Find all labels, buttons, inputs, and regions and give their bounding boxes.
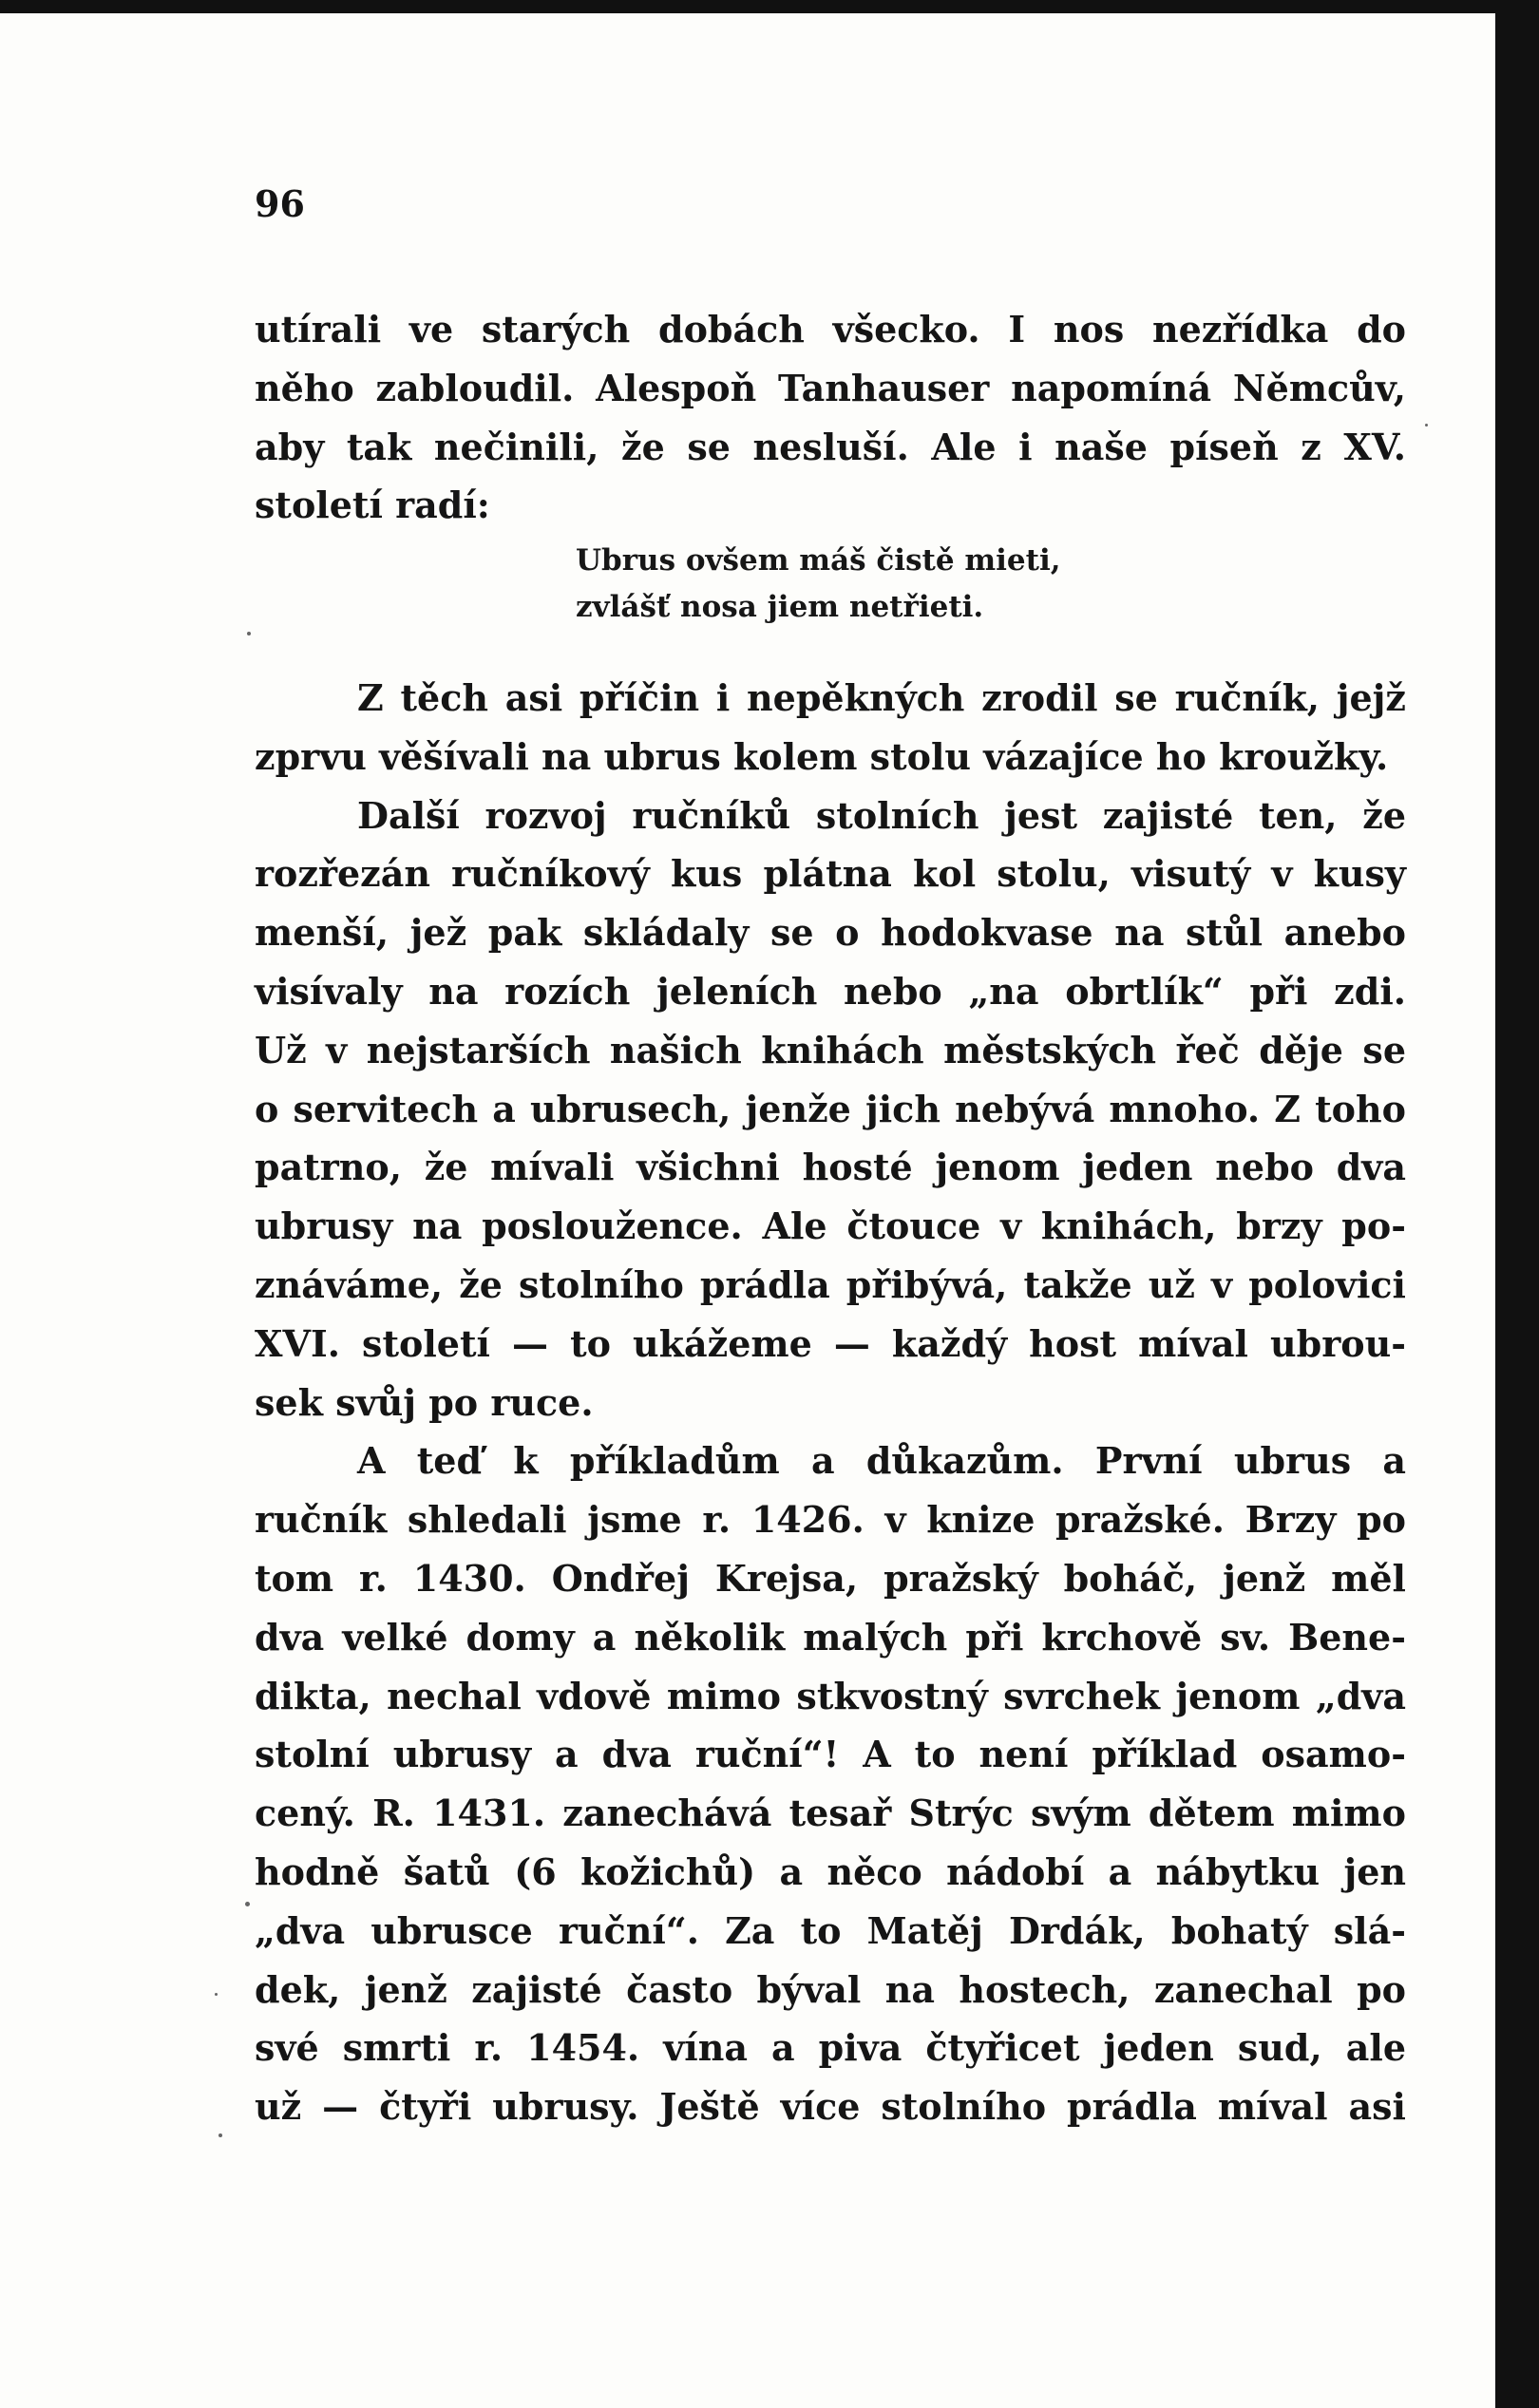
text-line: rozřezán ručníkový kus plátna kol stolu, visutý v kusy: [255, 852, 1406, 896]
text-line: už — čtyři ubrusy. Ještě více stolního prádla míval asi: [255, 2085, 1406, 2129]
scan-speck: [218, 2133, 222, 2137]
body-text: [255, 669, 1406, 2136]
text-line: cený. R. 1431. zanechává tesař Strýc svým dětem mimo: [255, 1792, 1406, 1835]
text-line: století radí:: [255, 483, 490, 527]
text-line: sek svůj po ruce.: [255, 1380, 594, 1424]
text-line: zprvu věšívali na ubrus kolem stolu vázajíce ho kroužky.: [255, 734, 1389, 778]
text-line: hodně šatů (6 kožichů) a něco nádobí a nábytku jen: [255, 1849, 1406, 1893]
text-line: znáváme, že stolního prádla přibývá, takže už v polovici: [255, 1262, 1406, 1306]
scan-speck: [1425, 424, 1428, 427]
text-line: Už v nejstarších našich knihách městských řeč děje se: [255, 1028, 1406, 1071]
text-line: aby tak nečinili, že se nesluší. Ale i naše píseň z XV.: [255, 425, 1406, 468]
text-line: visívaly na rozích jeleních nebo „na obrtlík“ při zdi.: [255, 969, 1406, 1013]
page-number: 96: [255, 182, 305, 225]
verse-line: Ubrus ovšem máš čistě mieti,: [576, 543, 1061, 578]
text-line: „dva ubrusce ruční“. Za to Matěj Drdák, bohatý slá-: [255, 1908, 1406, 1952]
text-line: A teď k příkladům a důkazům. První ubrus a: [357, 1439, 1406, 1483]
text-line: něho zabloudil. Alespoň Tanhauser napomíná Němcův,: [255, 366, 1406, 409]
text-line: ručník shledali jsme r. 1426. v knize pražské. Brzy po: [255, 1498, 1406, 1542]
text-line: dek, jenž zajisté často býval na hostech, zanechal po: [255, 1967, 1406, 2011]
book-page: [0, 13, 1495, 2408]
scan-speck: [215, 1993, 218, 1996]
text-line: XVI. století — to ukážeme — každý host míval ubrou-: [255, 1321, 1406, 1365]
text-line: menší, jež pak skládaly se o hodokvase na stůl anebo: [255, 911, 1406, 955]
text-line: patrno, že mívali všichni hosté jenom jeden nebo dva: [255, 1146, 1406, 1189]
scan-speck: [247, 632, 251, 635]
verse-quote: [576, 538, 1061, 631]
verse-line: zvlášť nosa jiem netřieti.: [576, 590, 984, 624]
text-line: Z těch asi příčin i nepěkných zrodil se ručník, jejž: [357, 676, 1406, 719]
text-line: Další rozvoj ručníků stolních jest zajisté ten, že: [357, 793, 1406, 837]
text-line: své smrti r. 1454. vína a piva čtyřicet jeden sud, ale: [255, 2026, 1406, 2070]
text-line: ubrusy na posloužence. Ale čtouce v knihách, brzy po-: [255, 1204, 1406, 1248]
text-line: utírali ve starých dobách všecko. I nos nezřídka do: [255, 308, 1406, 351]
intro-paragraph: [255, 300, 1406, 535]
text-line: dikta, nechal vdově mimo stkvostný svrchek jenom „dva: [255, 1674, 1406, 1717]
text-line: tom r. 1430. Ondřej Krejsa, pražský boháč, jenž měl: [255, 1556, 1406, 1600]
scan-speck: [245, 1902, 250, 1906]
text-line: o servitech a ubrusech, jenže jich nebývá mnoho. Z toho: [255, 1087, 1406, 1130]
text-line: dva velké domy a několik malých při krchově sv. Bene-: [255, 1615, 1406, 1659]
text-line: stolní ubrusy a dva ruční“! A to není příklad osamo-: [255, 1733, 1406, 1776]
